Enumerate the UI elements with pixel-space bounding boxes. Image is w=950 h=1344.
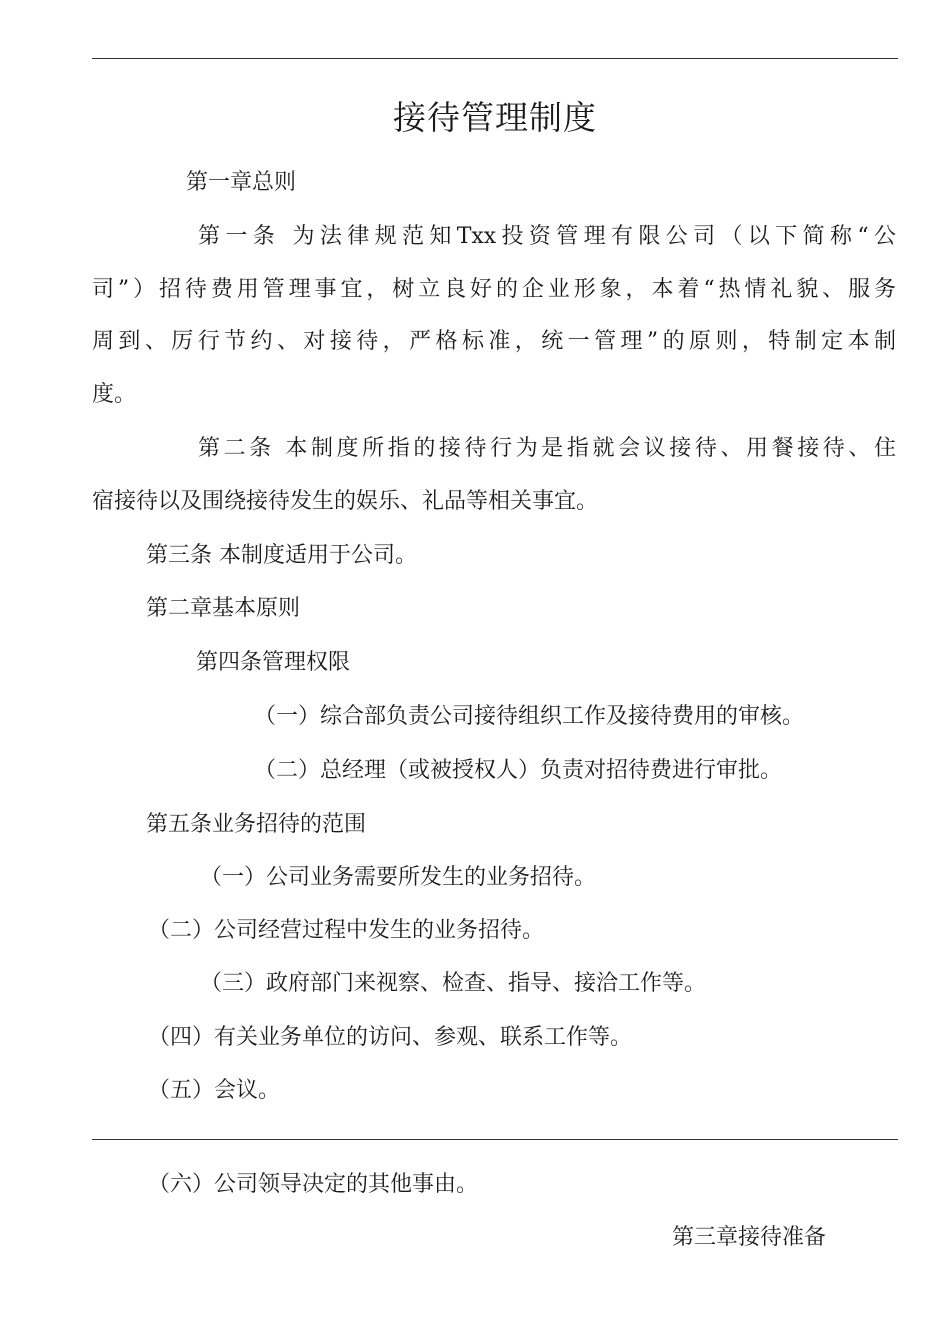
- chapter-3-heading: 第三章接待准备: [672, 1225, 827, 1250]
- chapter-2-heading: 第二章基本原则: [146, 596, 301, 621]
- article-5-item-2: （二）公司经营过程中发生的业务招待。: [148, 918, 545, 943]
- chapter-1-heading: 第一章总则: [186, 170, 297, 195]
- header-rule: [92, 58, 898, 59]
- article-2-line-1: 第二条 本制度所指的接待行为是指就会议接待、用餐接待、住: [198, 436, 896, 461]
- article-5-item-4: （四）有关业务单位的访问、参观、联系工作等。: [148, 1025, 633, 1050]
- article-4-item-1: （一）综合部负责公司接待组织工作及接待费用的审核。: [254, 704, 805, 729]
- article-1-line-3: 周到、厉行节约、对接待，严格标准，统一管理”的原则，特制定本制: [92, 329, 896, 354]
- article-1-line-2: 司”）招待费用管理事宜，树立良好的企业形象，本着“热情礼貌、服务: [92, 277, 896, 302]
- page-break-rule: [92, 1139, 898, 1140]
- document-title: 接待管理制度: [393, 98, 597, 137]
- article-5-item-3: （三）政府部门来视察、检查、指导、接洽工作等。: [200, 971, 707, 996]
- article-5-heading: 第五条业务招待的范围: [146, 812, 367, 837]
- article-3: 第三条 本制度适用于公司。: [146, 543, 417, 568]
- article-1-line-4: 度。: [92, 382, 137, 407]
- article-2-line-2: 宿接待以及围绕接待发生的娱乐、礼品等相关事宜。: [92, 489, 599, 514]
- article-4-heading: 第四条管理权限: [196, 650, 351, 675]
- article-5-item-5: （五）会议。: [148, 1078, 281, 1103]
- article-5-item-6: （六）公司领导决定的其他事由。: [148, 1172, 479, 1197]
- article-5-item-1: （一）公司业务需要所发生的业务招待。: [200, 865, 597, 890]
- article-4-item-2: （二）总经理（或被授权人）负责对招待费进行审批。: [254, 758, 783, 783]
- article-1-line-1: 第一条 为法律规范知Txx投资管理有限公司（以下简称“公: [198, 224, 896, 249]
